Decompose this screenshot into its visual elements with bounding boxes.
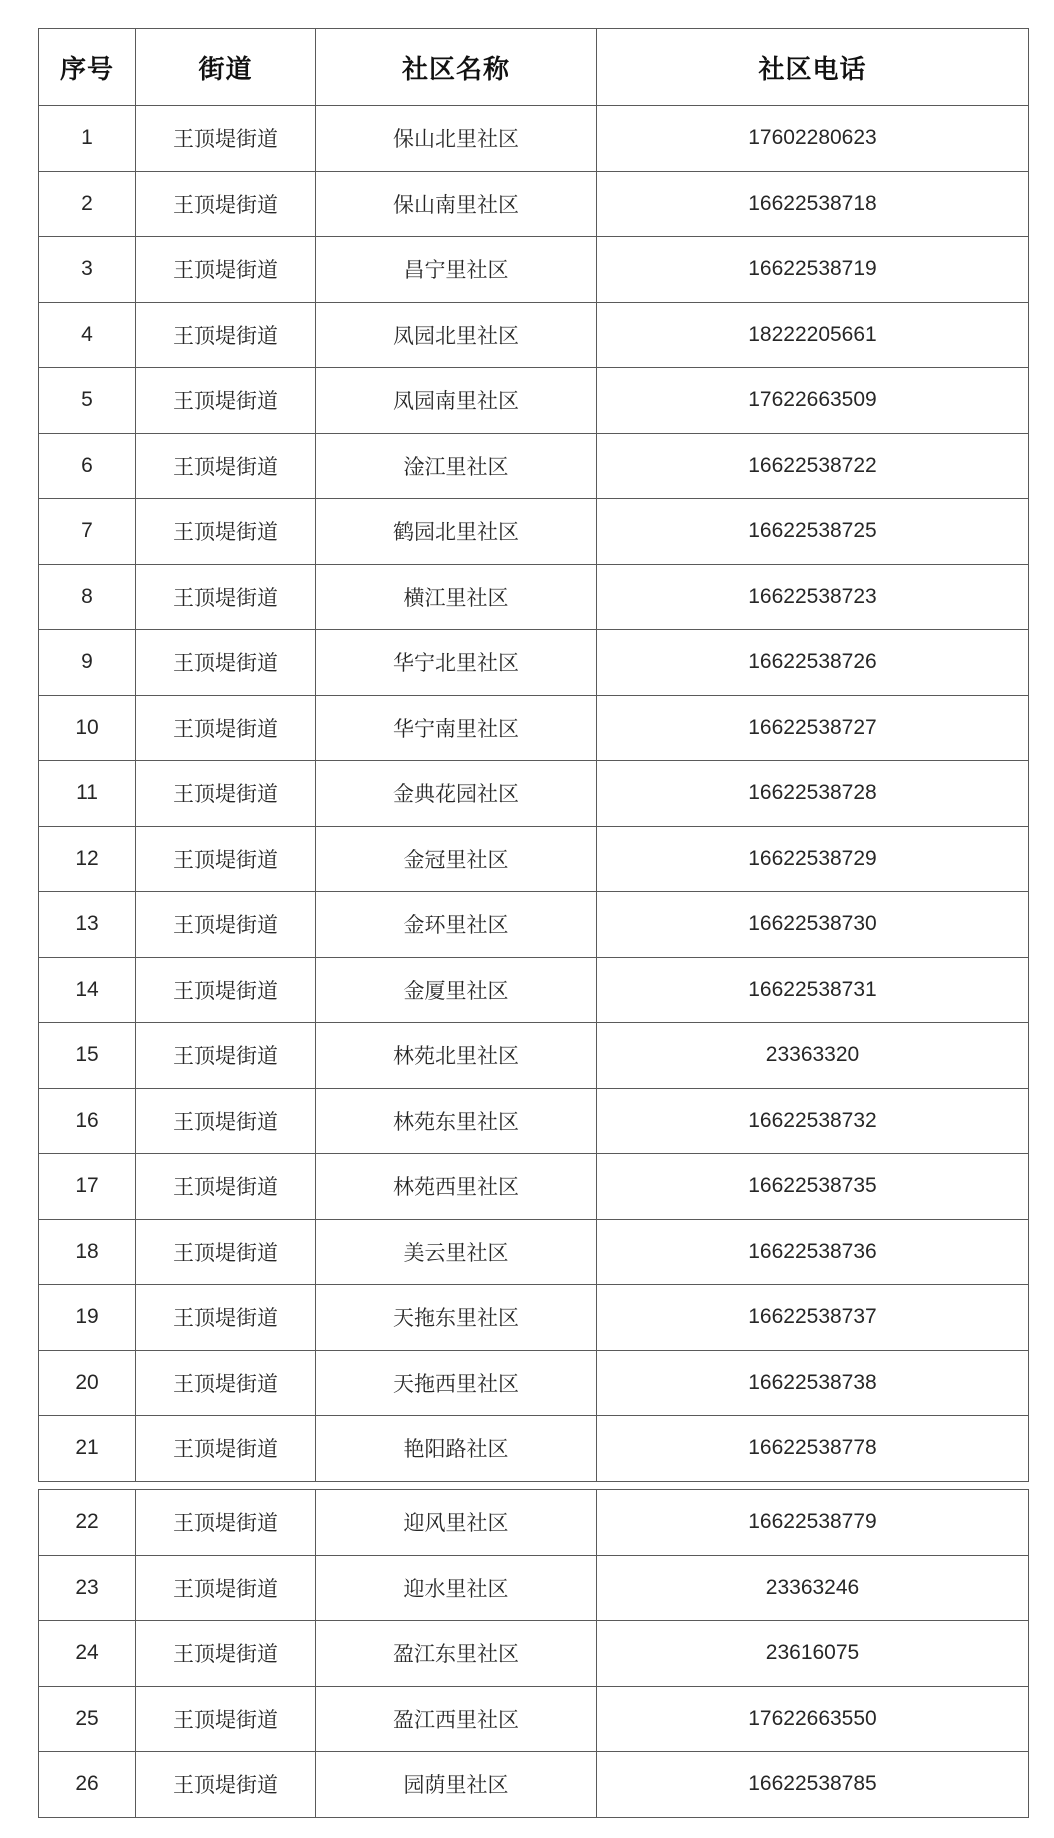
cell-street: 王顶堤街道 (136, 368, 316, 434)
table-body-part-2 (39, 1490, 1029, 1818)
table-row (39, 171, 1029, 237)
cell-community-name: 迎水里社区 (316, 1555, 597, 1621)
cell-index: 11 (39, 761, 136, 827)
cell-street: 王顶堤街道 (136, 892, 316, 958)
cell-community-name: 昌宁里社区 (316, 237, 597, 303)
cell-community-name: 金冠里社区 (316, 826, 597, 892)
cell-community-name: 淦江里社区 (316, 433, 597, 499)
table-row (39, 302, 1029, 368)
table-row (39, 761, 1029, 827)
cell-community-phone: 16622538737 (597, 1285, 1029, 1351)
cell-community-name: 天拖东里社区 (316, 1285, 597, 1351)
cell-community-name: 凤园南里社区 (316, 368, 597, 434)
table-row (39, 1490, 1029, 1556)
cell-community-phone: 16622538730 (597, 892, 1029, 958)
community-contact-table-part-1 (38, 28, 1029, 1482)
cell-index: 22 (39, 1490, 136, 1556)
cell-community-name: 华宁北里社区 (316, 630, 597, 696)
cell-community-name: 美云里社区 (316, 1219, 597, 1285)
cell-community-phone: 23363320 (597, 1023, 1029, 1089)
header-community-phone: 社区电话 (597, 29, 1029, 106)
cell-street: 王顶堤街道 (136, 302, 316, 368)
cell-community-name: 保山北里社区 (316, 106, 597, 172)
cell-community-phone: 16622538735 (597, 1154, 1029, 1220)
cell-community-phone: 16622538732 (597, 1088, 1029, 1154)
cell-index: 5 (39, 368, 136, 434)
cell-community-phone: 16622538725 (597, 499, 1029, 565)
table-row (39, 630, 1029, 696)
cell-community-phone: 17622663550 (597, 1686, 1029, 1752)
cell-street: 王顶堤街道 (136, 695, 316, 761)
cell-community-phone: 16622538778 (597, 1416, 1029, 1482)
cell-index: 26 (39, 1752, 136, 1818)
cell-community-phone: 16622538728 (597, 761, 1029, 827)
cell-index: 19 (39, 1285, 136, 1351)
cell-community-name: 艳阳路社区 (316, 1416, 597, 1482)
table-row (39, 1023, 1029, 1089)
cell-community-name: 金典花园社区 (316, 761, 597, 827)
cell-index: 15 (39, 1023, 136, 1089)
cell-community-phone: 16622538729 (597, 826, 1029, 892)
table-row (39, 368, 1029, 434)
cell-street: 王顶堤街道 (136, 1350, 316, 1416)
cell-community-phone: 23616075 (597, 1621, 1029, 1687)
cell-index: 25 (39, 1686, 136, 1752)
cell-community-phone: 17602280623 (597, 106, 1029, 172)
cell-street: 王顶堤街道 (136, 171, 316, 237)
cell-index: 16 (39, 1088, 136, 1154)
cell-community-name: 林苑东里社区 (316, 1088, 597, 1154)
table-row (39, 1285, 1029, 1351)
cell-index: 1 (39, 106, 136, 172)
cell-community-name: 盈江东里社区 (316, 1621, 597, 1687)
table-row (39, 106, 1029, 172)
table-row (39, 826, 1029, 892)
cell-community-phone: 16622538726 (597, 630, 1029, 696)
table-row (39, 564, 1029, 630)
table-row (39, 1416, 1029, 1482)
cell-index: 2 (39, 171, 136, 237)
cell-community-phone: 18222205661 (597, 302, 1029, 368)
cell-index: 13 (39, 892, 136, 958)
table-body-part-1 (39, 106, 1029, 1482)
cell-street: 王顶堤街道 (136, 499, 316, 565)
cell-index: 6 (39, 433, 136, 499)
cell-street: 王顶堤街道 (136, 1285, 316, 1351)
cell-community-name: 迎风里社区 (316, 1490, 597, 1556)
cell-street: 王顶堤街道 (136, 957, 316, 1023)
table-row (39, 433, 1029, 499)
cell-street: 王顶堤街道 (136, 826, 316, 892)
cell-community-phone: 16622538779 (597, 1490, 1029, 1556)
cell-community-name: 横江里社区 (316, 564, 597, 630)
table-row (39, 237, 1029, 303)
table-row (39, 892, 1029, 958)
cell-community-phone: 16622538731 (597, 957, 1029, 1023)
community-contact-table-part-2 (38, 1489, 1029, 1818)
cell-community-name: 林苑北里社区 (316, 1023, 597, 1089)
cell-index: 18 (39, 1219, 136, 1285)
table-row (39, 1088, 1029, 1154)
cell-community-phone: 16622538719 (597, 237, 1029, 303)
cell-index: 21 (39, 1416, 136, 1482)
cell-street: 王顶堤街道 (136, 1490, 316, 1556)
cell-index: 12 (39, 826, 136, 892)
cell-street: 王顶堤街道 (136, 630, 316, 696)
cell-community-name: 鹤园北里社区 (316, 499, 597, 565)
cell-community-phone: 16622538736 (597, 1219, 1029, 1285)
cell-community-phone: 23363246 (597, 1555, 1029, 1621)
cell-community-name: 凤园北里社区 (316, 302, 597, 368)
header-index: 序号 (39, 29, 136, 106)
cell-community-phone: 16622538738 (597, 1350, 1029, 1416)
cell-index: 3 (39, 237, 136, 303)
cell-community-name: 保山南里社区 (316, 171, 597, 237)
cell-index: 23 (39, 1555, 136, 1621)
header-community-name: 社区名称 (316, 29, 597, 106)
cell-street: 王顶堤街道 (136, 433, 316, 499)
cell-index: 17 (39, 1154, 136, 1220)
cell-street: 王顶堤街道 (136, 1088, 316, 1154)
table-header-row (39, 29, 1029, 106)
table-row (39, 957, 1029, 1023)
cell-index: 9 (39, 630, 136, 696)
cell-community-phone: 17622663509 (597, 368, 1029, 434)
table-row (39, 1752, 1029, 1818)
cell-street: 王顶堤街道 (136, 1416, 316, 1482)
cell-street: 王顶堤街道 (136, 237, 316, 303)
table-row (39, 1154, 1029, 1220)
cell-street: 王顶堤街道 (136, 1023, 316, 1089)
cell-community-name: 天拖西里社区 (316, 1350, 597, 1416)
cell-community-name: 华宁南里社区 (316, 695, 597, 761)
cell-community-name: 盈江西里社区 (316, 1686, 597, 1752)
cell-community-phone: 16622538785 (597, 1752, 1029, 1818)
cell-index: 14 (39, 957, 136, 1023)
cell-community-name: 金厦里社区 (316, 957, 597, 1023)
cell-index: 20 (39, 1350, 136, 1416)
cell-street: 王顶堤街道 (136, 1219, 316, 1285)
cell-community-name: 园荫里社区 (316, 1752, 597, 1818)
table-row (39, 499, 1029, 565)
cell-community-phone: 16622538718 (597, 171, 1029, 237)
cell-street: 王顶堤街道 (136, 761, 316, 827)
cell-street: 王顶堤街道 (136, 106, 316, 172)
cell-street: 王顶堤街道 (136, 1621, 316, 1687)
cell-street: 王顶堤街道 (136, 1686, 316, 1752)
cell-community-name: 金环里社区 (316, 892, 597, 958)
cell-street: 王顶堤街道 (136, 1154, 316, 1220)
cell-community-name: 林苑西里社区 (316, 1154, 597, 1220)
cell-index: 8 (39, 564, 136, 630)
cell-community-phone: 16622538722 (597, 433, 1029, 499)
cell-street: 王顶堤街道 (136, 1555, 316, 1621)
table-row (39, 1219, 1029, 1285)
table-row (39, 1621, 1029, 1687)
cell-index: 24 (39, 1621, 136, 1687)
cell-community-phone: 16622538727 (597, 695, 1029, 761)
header-street: 街道 (136, 29, 316, 106)
cell-street: 王顶堤街道 (136, 1752, 316, 1818)
cell-index: 4 (39, 302, 136, 368)
cell-community-phone: 16622538723 (597, 564, 1029, 630)
table-row (39, 1555, 1029, 1621)
table-row (39, 1686, 1029, 1752)
table-row (39, 695, 1029, 761)
cell-index: 7 (39, 499, 136, 565)
cell-index: 10 (39, 695, 136, 761)
cell-street: 王顶堤街道 (136, 564, 316, 630)
table-row (39, 1350, 1029, 1416)
